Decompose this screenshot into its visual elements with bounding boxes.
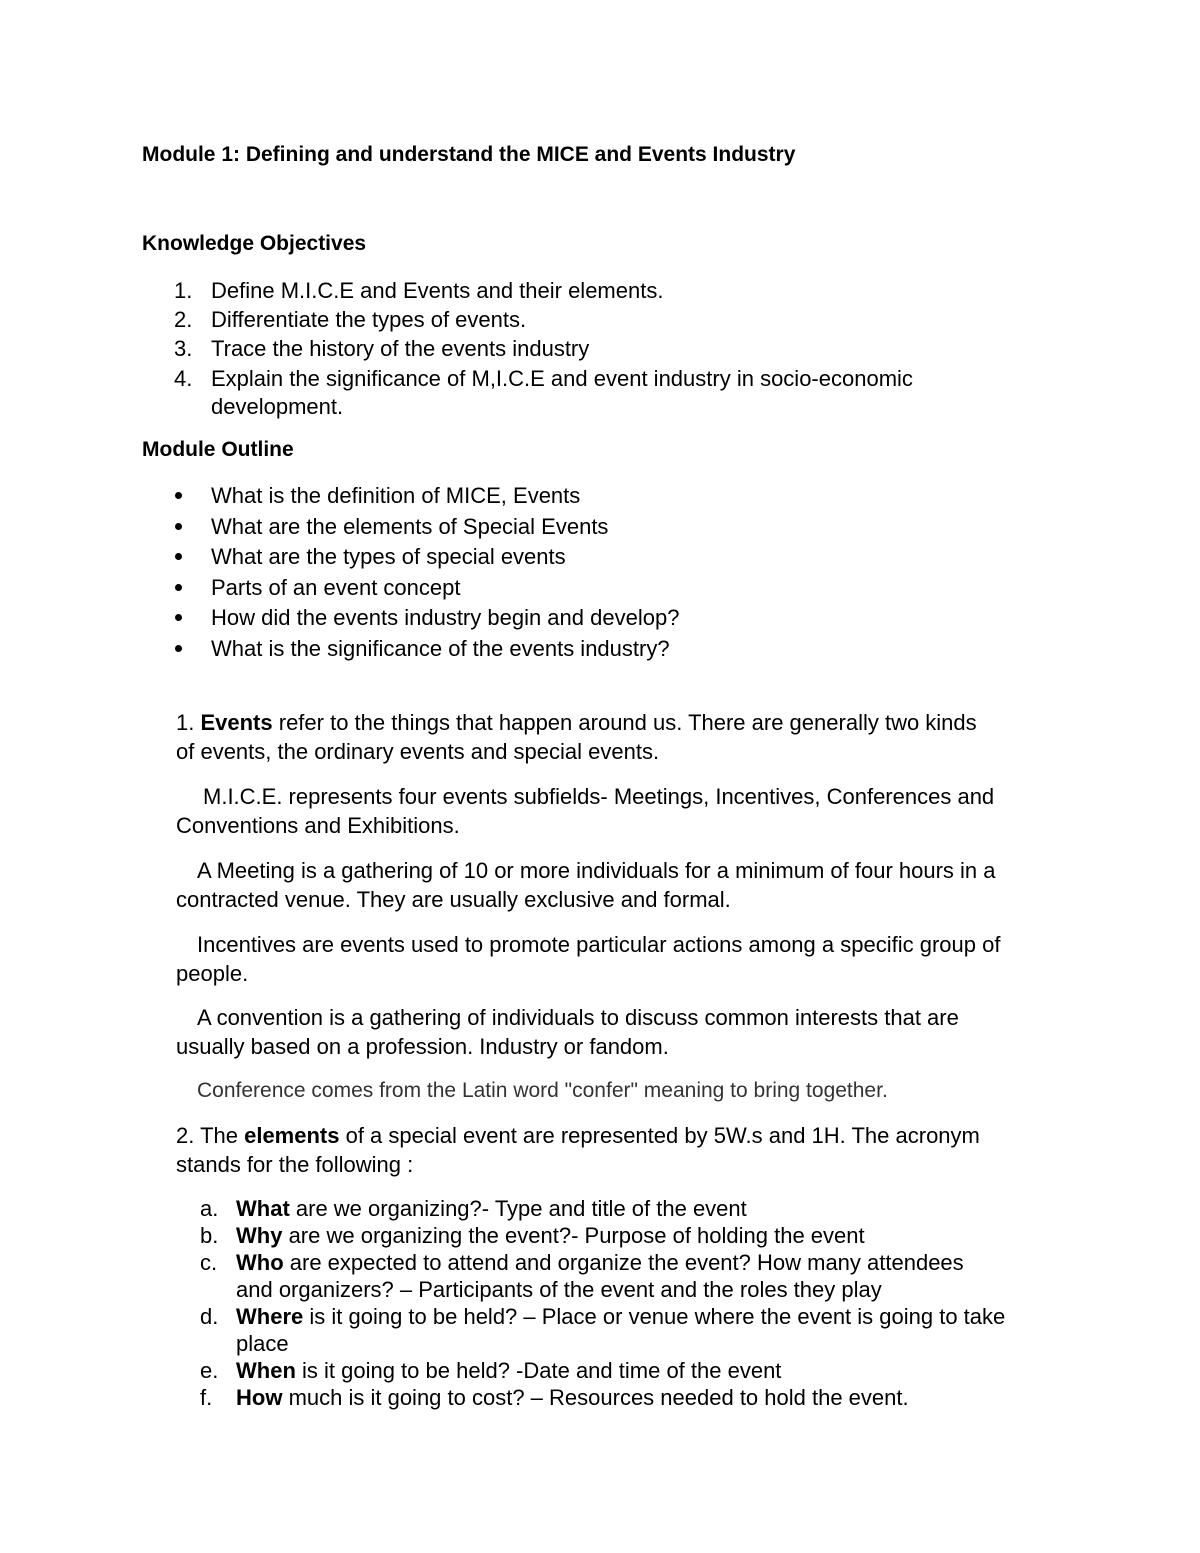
- incentives-paragraph-line1: Incentives are events used to promote particular actions among a specific group of: [197, 932, 1001, 957]
- list-item: Explain the significance of M,I.C.E and event industry in socio-economic: [211, 366, 913, 391]
- list-item: What are we organizing?- Type and title of the event: [236, 1196, 747, 1221]
- list-item: How much is it going to cost? – Resources needed to hold the event.: [236, 1385, 909, 1410]
- meeting-paragraph-line2: contracted venue. They are usually exclusive and formal.: [176, 887, 731, 912]
- convention-paragraph-line2: usually based on a profession. Industry or fandom.: [176, 1034, 669, 1059]
- list-item: Why are we organizing the event?- Purpose of holding the event: [236, 1223, 865, 1248]
- bullet-icon: [175, 492, 182, 499]
- list-item-continuation: place: [236, 1331, 289, 1356]
- list-item-continuation: development.: [211, 394, 344, 419]
- list-item-letter: e.: [200, 1358, 219, 1383]
- list-item: What is the significance of the events industry?: [211, 636, 670, 661]
- bullet-icon: [175, 523, 182, 530]
- list-item: Define M.I.C.E and Events and their elements.: [211, 278, 664, 303]
- list-item-letter: a.: [200, 1196, 219, 1221]
- convention-paragraph-line1: A convention is a gathering of individuals to discuss common interests that are: [197, 1005, 959, 1030]
- outline-heading: Module Outline: [142, 438, 294, 461]
- list-item: What are the types of special events: [211, 544, 566, 569]
- page-title: Module 1: Defining and understand the MICE and Events Industry: [142, 143, 796, 166]
- list-item: Differentiate the types of events.: [211, 307, 527, 332]
- objectives-heading: Knowledge Objectives: [142, 232, 367, 255]
- list-item: What is the definition of MICE, Events: [211, 483, 581, 508]
- elements-term: elements: [244, 1123, 340, 1148]
- mice-paragraph-line2: Conventions and Exhibitions.: [176, 813, 460, 838]
- list-item-number: 3.: [174, 336, 193, 361]
- mice-paragraph-line1: M.I.C.E. represents four events subfields- Meetings, Incentives, Conferences and: [203, 784, 995, 809]
- list-item: What are the elements of Special Events: [211, 514, 609, 539]
- incentives-paragraph-line2: people.: [176, 961, 249, 986]
- events-paragraph-line2: of events, the ordinary events and special events.: [176, 739, 660, 764]
- bullet-icon: [175, 645, 182, 652]
- list-item: How did the events industry begin and develop?: [211, 605, 680, 630]
- events-term: Events: [200, 710, 273, 735]
- events-paragraph-line1: 1. Events refer to the things that happen around us. There are generally two kinds: [176, 710, 977, 735]
- bullet-icon: [175, 553, 182, 560]
- elements-paragraph-line1: 2. The elements of a special event are represented by 5W.s and 1H. The acronym: [176, 1123, 980, 1148]
- meeting-paragraph-line1: A Meeting is a gathering of 10 or more individuals for a minimum of four hours in a: [197, 858, 996, 883]
- bullet-icon: [175, 584, 182, 591]
- list-item-continuation: and organizers? – Participants of the event and the roles they play: [236, 1277, 882, 1302]
- list-item: Who are expected to attend and organize the event? How many attendees: [236, 1250, 964, 1275]
- list-item-letter: d.: [200, 1304, 219, 1329]
- list-item: Trace the history of the events industry: [211, 336, 590, 361]
- list-item: When is it going to be held? -Date and time of the event: [236, 1358, 782, 1383]
- list-item-letter: f.: [200, 1385, 213, 1410]
- elements-paragraph-line2: stands for the following :: [176, 1152, 414, 1177]
- list-item-number: 4.: [174, 366, 193, 391]
- list-item-letter: b.: [200, 1223, 219, 1248]
- list-item-letter: c.: [200, 1250, 218, 1275]
- list-item-number: 1.: [174, 278, 193, 303]
- conference-paragraph: Conference comes from the Latin word "confer" meaning to bring together.: [197, 1079, 888, 1102]
- list-item: Parts of an event concept: [211, 575, 461, 600]
- list-item-number: 2.: [174, 307, 193, 332]
- bullet-icon: [175, 614, 182, 621]
- list-item: Where is it going to be held? – Place or venue where the event is going to take: [236, 1304, 1006, 1329]
